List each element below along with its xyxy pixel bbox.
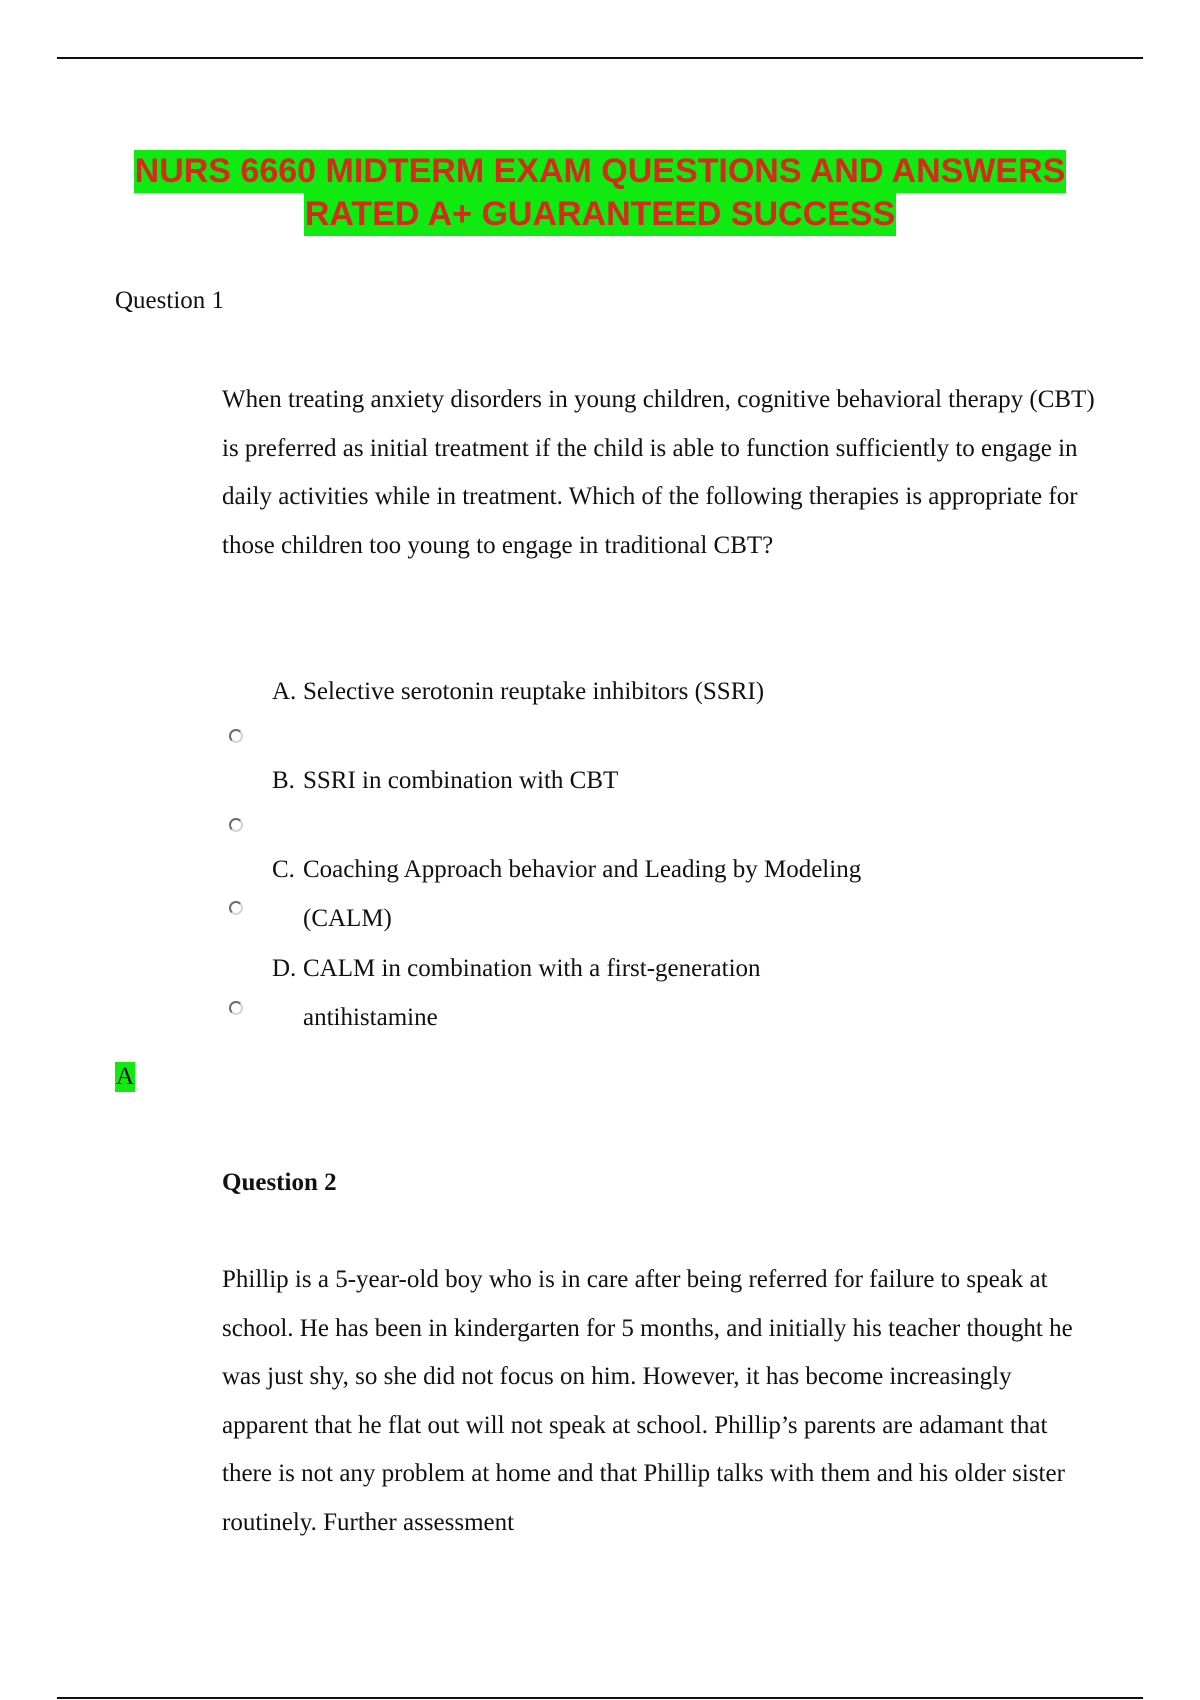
option-c-radio[interactable] (229, 901, 243, 915)
option-d-text: CALM in combination with a first-generation antihistamine (303, 955, 761, 1031)
question-2-label: Question 2 (222, 1169, 337, 1196)
title-line-1: NURS 6660 MIDTERM EXAM QUESTIONS AND ANSWERS (134, 150, 1067, 193)
option-d-letter: D. (272, 955, 297, 982)
title-line-2: RATED A+ GUARANTEED SUCCESS (304, 193, 896, 236)
option-b-text: SSRI in combination with CBT (303, 767, 619, 794)
question-1-text: When treating anxiety disorders in young children, cognitive behavioral therapy (CBT) is preferred as initial treatment if the child is able to function sufficiently to engage in daily activities while in treatment. Which of the following therapies is appropriate for those children too young to engage in traditional CBT? (222, 386, 1095, 559)
question-1-label: Question 1 (115, 287, 225, 314)
option-a[interactable] (0, 668, 1200, 758)
option-d[interactable] (0, 945, 1200, 1035)
option-b-radio[interactable] (229, 818, 243, 832)
option-a-letter: A. (272, 678, 297, 705)
document-title (60, 150, 1140, 236)
option-b-letter: B. (272, 767, 295, 794)
option-c-text: Coaching Approach behavior and Leading by Modeling (CALM) (303, 856, 862, 932)
option-b[interactable] (0, 757, 1200, 847)
option-c[interactable] (0, 846, 1200, 936)
option-a-text: Selective serotonin reuptake inhibitors (SSRI) (303, 678, 765, 705)
option-d-radio[interactable] (229, 1001, 243, 1015)
option-c-letter: C. (272, 856, 295, 883)
option-a-radio[interactable] (229, 729, 243, 743)
bottom-rule (57, 1697, 1143, 1699)
top-rule (57, 57, 1143, 59)
answer-key: A (116, 1063, 135, 1090)
question-2-text: Phillip is a 5-year-old boy who is in care after being referred for failure to speak at school. He has been in kindergarten for 5 months, and initially his teacher thought he was just shy, so she did not focus on him. However, it has become increasingly apparent that he flat out will not speak at school. Phillip’s parents are adamant that there is not any problem at home and that Phillip talks with them and his older sister routinely. Further assessment (222, 1266, 1073, 1536)
